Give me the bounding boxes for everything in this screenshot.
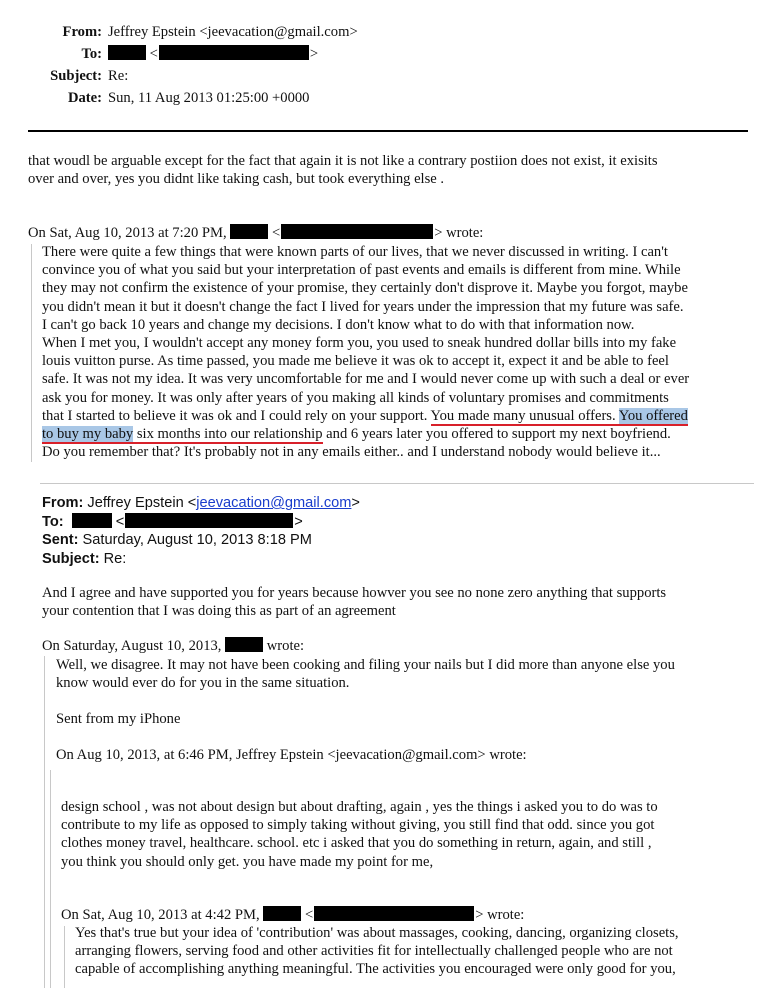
attribution-text: On Sat, Aug 10, 2013 at 7:20 PM, [28,225,227,241]
subject-row [0,66,778,86]
text-line [42,425,689,443]
text-line: safe. It was not my idea. It was very uncomfortable for me and I would never come up with such a deal or ever [42,371,690,388]
fwd-from-name: Jeffrey Epstein < [87,495,197,511]
fwd-sent-value: Saturday, August 10, 2013 8:18 PM [82,532,312,548]
text-line: capable of accomplishing anything meaningful. The activities you encouraged were only good for you, [75,961,676,978]
redaction [225,637,263,652]
quote-bar [64,926,65,988]
date-value: Sun, 11 Aug 2013 01:25:00 +0000 [108,90,310,106]
text-line [42,407,689,425]
text-line: When I met you, I wouldn't accept any money form you, you used to sneak hundred dollar bills into my fake [42,334,677,351]
forwarded-header [42,494,360,568]
underlined-text: six months into our relationship [133,425,323,442]
redaction [263,906,301,921]
text-line: design school , was not about design but about drafting, again , yes the things i asked you to do was to [61,799,658,815]
fwd-subject-value: Re: [103,550,127,567]
signature [56,710,180,728]
quote-bar [31,244,32,462]
fwd-from-label: From: [42,495,84,511]
text-line: you think you should only get. you have made my point for me, [61,853,434,870]
attribution-text: > wrote: [434,225,484,241]
text-line: over and over, yes you didnt like taking cash, but took everything else . [28,171,445,188]
text-line: you didn't mean it but it doesn't change the fact I lived for years under the impression that my future was safe. [42,298,684,315]
reply-body [28,152,658,188]
attribution-text: wrote: [266,638,305,654]
text-line: know would ever do for you in the same situation. [56,675,350,692]
redaction [314,906,474,921]
attribution-text: > wrote: [475,907,525,923]
from-row [0,22,778,42]
forward-divider [40,483,754,484]
quote2-body [56,656,675,692]
text-line: louis vuitton purse. As time passed, you made me believe it was ok to accept it, expect it and be able to feel [42,353,669,370]
quote2-nested-attribution [56,746,527,764]
text-line: And I agree and have supported you for years because howver you see no none zero anything that supports [42,585,667,601]
quote2-attribution [42,637,304,655]
text-line: your contention that I was doing this as part of an agreement [42,603,396,620]
text-line: Well, we disagree. It may not have been cooking and filing your nails but I did more than anyone else you [56,657,675,673]
fwd-from-row [42,494,360,513]
agree-body [42,584,666,620]
redaction [125,513,293,528]
text-line: clothes money travel, healthcare. school. etc i asked that you do something in return, again, and still , [61,835,652,852]
to-label: To: [81,46,102,62]
text-line: Yes that's true but your idea of 'contribution' was about massages, cooking, dancing, organizing closets, [75,925,679,941]
quote-bar [50,770,51,988]
attribution-text: On Aug 10, 2013, at 6:46 PM, Jeffrey Epstein <jeevacation@gmail.com> wrote: [56,747,527,763]
fwd-sent-label: Sent: [42,532,79,548]
email-link[interactable]: jeevacation@gmail.com [196,495,352,511]
to-value: < > [108,44,318,64]
date-row [0,88,778,108]
signature-text: Sent from my iPhone [56,711,181,727]
fwd-sent-row [42,531,360,550]
highlighted-text: to buy my baby [42,425,134,442]
highlighted-text: You offered [618,407,688,424]
subject-label: Subject: [50,68,102,84]
attribution-text: On Sat, Aug 10, 2013 at 4:42 PM, [61,907,260,923]
text-line: convince you of what you said but your interpretation of past events and emails is different from mine. While [42,262,681,279]
fwd-to-row: To: < > [42,513,303,530]
redaction [281,224,433,239]
to-row [0,44,778,64]
redaction [230,224,268,239]
quote1-attribution: On Sat, Aug 10, 2013 at 7:20 PM, < > wrote: [28,225,484,241]
text-line: ask you for money. It was only after years of you making all kinds of voluntary promises and commitments [42,389,669,406]
text-span: that I started to believe it was ok and I could rely on your support. [42,407,431,424]
text-line: that woudl be arguable except for the fact that again it is not like a contrary postiion does not exist, it exisits [28,153,658,169]
redaction [108,45,146,60]
quote3-body [61,798,658,871]
subject-value: Re: [108,68,129,84]
date-label: Date: [67,90,102,106]
fwd-subject-row [42,550,360,569]
quote4-body [75,924,679,979]
header-divider [28,130,748,132]
quote3-attribution: On Sat, Aug 10, 2013 at 4:42 PM, < > wrote: [61,907,525,923]
text-line: arranging flowers, serving food and other activities fit for intellectually challenged people who are not [75,943,673,960]
fwd-to-label: To: [42,513,64,530]
from-value: Jeffrey Epstein <jeevacation@gmail.com> [108,24,358,40]
fwd-subject-label: Subject: [42,550,100,567]
quote-bar [44,656,45,988]
redaction [159,45,309,60]
text-span: and 6 years later you offered to support my next boyfriend. [322,425,671,442]
text-line: they may not confirm the existence of your promise, they certainly don't disprove it. Maybe you forgot, maybe [42,280,688,297]
quote1-body [42,243,689,461]
text-line: Do you remember that? It's probably not in any emails either.. and I understand nobody would believe it... [42,444,661,461]
underlined-text: You made many unusual offers. [430,407,619,424]
attribution-text: On Saturday, August 10, 2013, [42,638,222,654]
from-label: From: [62,24,102,40]
redaction [72,513,112,528]
text-line: contribute to my life as opposed to simply taking without giving, you still find that odd. since you got [61,817,655,834]
text-line: I can't go back 10 years and change my decisions. I don't know what to do with that information now. [42,316,635,333]
text-line: There were quite a few things that were known parts of our lives, that we never discussed in writing. I can't [42,244,668,260]
fwd-from-close: > [351,495,360,511]
